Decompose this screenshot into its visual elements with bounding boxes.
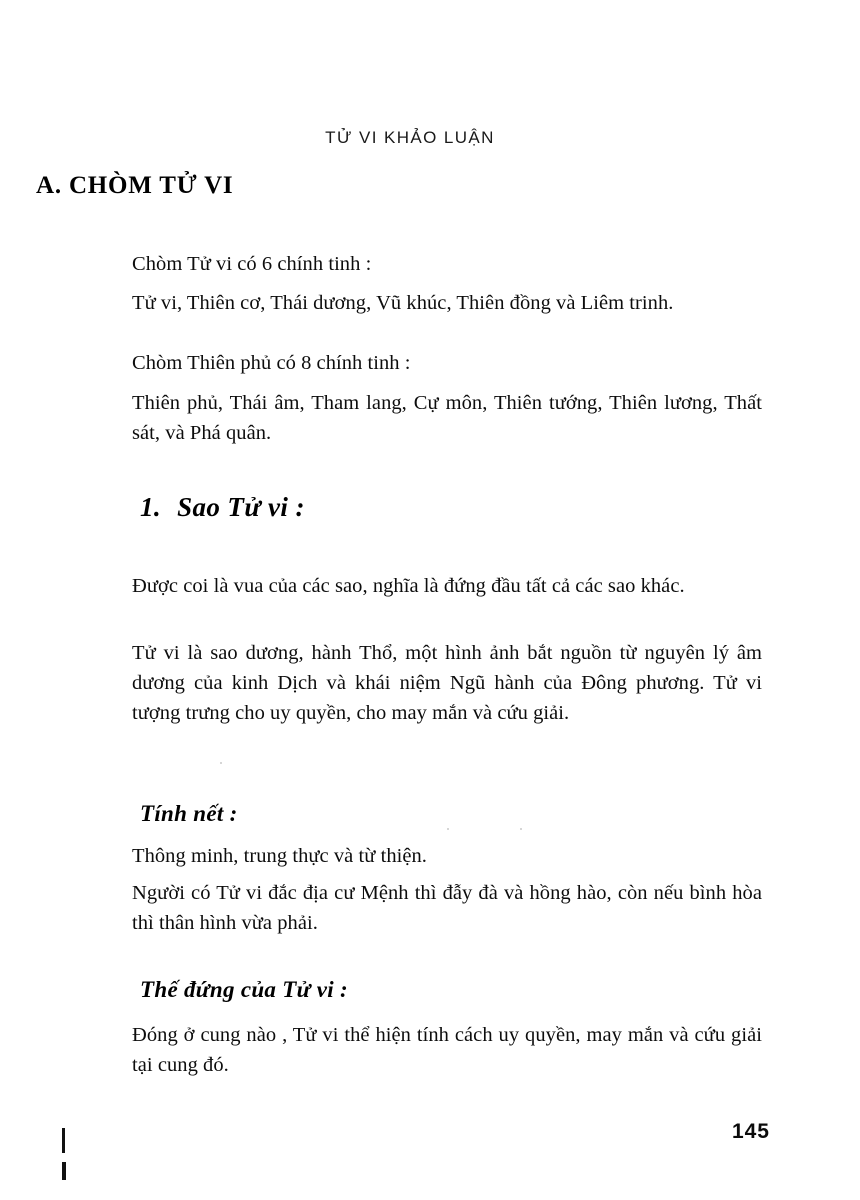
running-head: TỬ VI KHẢO LUẬN bbox=[325, 128, 495, 147]
subheading-tinh-net: Tính nết : bbox=[140, 801, 238, 826]
paragraph-vua-cua-cac-sao: Được coi là vua của các sao, nghĩa là đứng đầu tất cả các sao khác. bbox=[132, 575, 685, 597]
section-heading-a: A. CHÒM TỬ VI bbox=[36, 172, 234, 199]
paragraph-chom-thien-phu-count: Chòm Thiên phủ có 8 chính tinh : bbox=[132, 352, 411, 374]
paragraph-chom-tu-vi-count: Chòm Tử vi có 6 chính tinh : bbox=[132, 253, 372, 275]
paragraph-dac-dia-cu-menh: Người có Tử vi đắc địa cư Mệnh thì đẫy đà và hồng hào, còn nếu bình hòa thì thân hình vừa phải. bbox=[132, 882, 762, 934]
heading-title: Sao Tử vi : bbox=[177, 492, 305, 522]
paper-speck bbox=[220, 762, 222, 764]
heading-sao-tu-vi bbox=[140, 492, 305, 523]
paper-speck bbox=[447, 828, 449, 830]
paragraph-thong-minh: Thông minh, trung thực và từ thiện. bbox=[132, 845, 427, 867]
scan-edge-artifact bbox=[62, 1128, 68, 1188]
paragraph-chom-tu-vi-list: Tử vi, Thiên cơ, Thái dương, Vũ khúc, Thiên đồng và Liêm trinh. bbox=[132, 292, 674, 314]
page-number: 145 bbox=[731, 1120, 770, 1143]
paragraph-sao-duong-hanh-tho: Tử vi là sao dương, hành Thổ, một hình ảnh bắt nguồn từ nguyên lý âm dương của kinh Dịch và khái niệm Ngũ hành của Đông phương. Tử vi tượng trưng cho uy quyền, cho may mắn và cứu giải. bbox=[132, 642, 762, 724]
paragraph-chom-thien-phu-list: Thiên phủ, Thái âm, Tham lang, Cự môn, Thiên tướng, Thiên lương, Thất sát, và Phá quân. bbox=[132, 392, 762, 444]
paper-speck bbox=[520, 828, 522, 830]
subheading-the-dung-cua-tu-vi: Thế đứng của Tử vi : bbox=[140, 977, 348, 1002]
heading-number: 1. bbox=[140, 492, 162, 522]
paragraph-dong-o-cung-nao: Đóng ở cung nào , Tử vi thể hiện tính cách uy quyền, may mắn và cứu giải tại cung đó. bbox=[132, 1024, 762, 1076]
